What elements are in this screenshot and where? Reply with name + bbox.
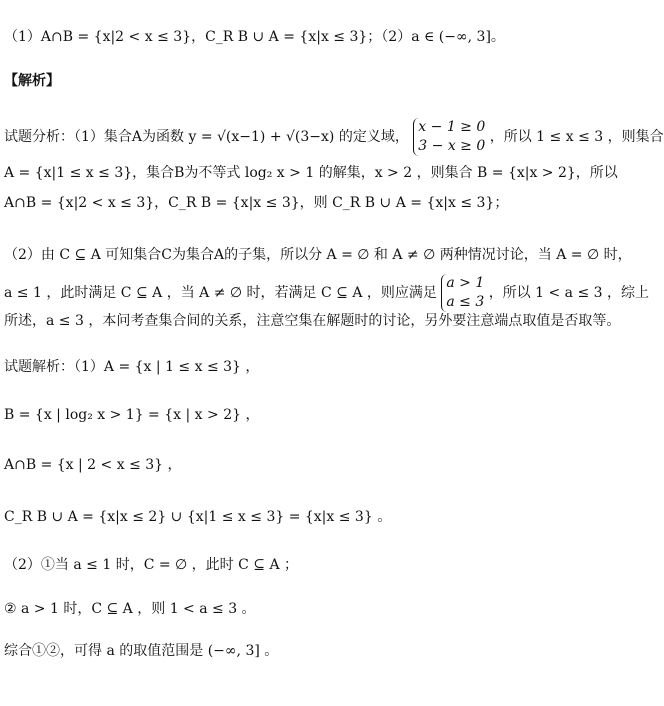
analysis-line-5-text: a ≤ 1 ，此时满足 C ⊆ A ，当 A ≠ ∅ 时，若满足 C ⊆ A ，则应满足	[4, 285, 437, 301]
analysis-line-4: （2）由 C ⊆ A 可知集合C为集合A的子集，所以分 A = ∅ 和 A ≠ ∅ 两种情况讨论，当 A = ∅ 时，	[4, 247, 632, 263]
solution-line-3: A∩B = {x | 2 < x ≤ 3} ，	[4, 457, 182, 473]
analysis-line-5	[4, 274, 650, 312]
system-row-2: a ≤ 3	[446, 294, 485, 310]
system-row-1: a > 1	[446, 275, 485, 291]
solution-line-1: 试题解析：（1）A = {x | 1 ≤ x ≤ 3} ，	[4, 359, 260, 375]
analysis-line-3: A∩B = {x|2 < x ≤ 3}，C_R B = {x|x ≤ 3}，则 C_R B ∪ A = {x|x ≤ 3}；	[4, 195, 509, 211]
analysis-heading: 【解析】	[4, 73, 60, 89]
solution-line-2: B = {x | log₂ x > 1} = {x | x > 2} ，	[4, 407, 260, 423]
domain-inequality-system	[413, 118, 485, 156]
analysis-line-1-tail: ，所以 1 ≤ x ≤ 3 ，则集合	[489, 129, 664, 145]
system-row-1: x − 1 ≥ 0	[418, 119, 486, 135]
solution-line-5: （2）①当 a ≤ 1 时，C = ∅ ，此时 C ⊆ A ；	[4, 557, 299, 573]
a-range-inequality-system	[441, 274, 484, 312]
analysis-line-6: 所述，a ≤ 3 ，本问考查集合间的关系，注意空集在解题时的讨论，另外要注意端点取值是否取等。	[4, 313, 621, 329]
answer-line: （1）A∩B = {x|2 < x ≤ 3}，C_R B ∪ A = {x|x ≤ 3}；（2）a ∈ (−∞, 3]。	[4, 29, 505, 45]
system-row-2: 3 − x ≥ 0	[418, 138, 486, 154]
solution-line-4: C_R B ∪ A = {x|x ≤ 2} ∪ {x|1 ≤ x ≤ 3} = {x|x ≤ 3} 。	[4, 509, 392, 525]
analysis-line-2: A = {x|1 ≤ x ≤ 3}，集合B为不等式 log₂ x > 1 的解集，x > 2 ，则集合 B = {x|x > 2}，所以	[4, 165, 618, 181]
solution-line-7: 综合①②，可得 a 的取值范围是 (−∞, 3] 。	[4, 643, 279, 659]
analysis-line-1-text: 试题分析：（1）集合A为函数 y = √(x−1) + √(3−x) 的定义域，	[4, 129, 409, 145]
analysis-line-5-tail: ，所以 1 < a ≤ 3 ，综上	[488, 285, 650, 301]
analysis-line-1	[4, 118, 664, 156]
solution-line-6: ② a > 1 时，C ⊆ A ，则 1 < a ≤ 3 。	[4, 601, 256, 617]
